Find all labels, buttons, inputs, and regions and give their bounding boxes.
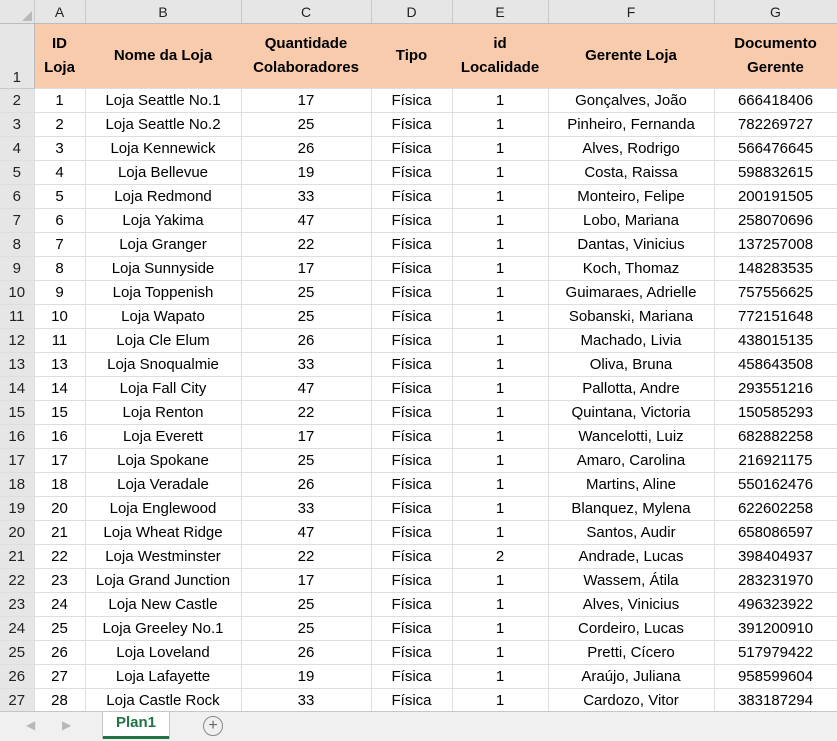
cell-tipo[interactable]: Física bbox=[371, 497, 452, 521]
sheet-tab-plan1[interactable]: Plan1 bbox=[103, 712, 169, 739]
cell-gerente[interactable]: Costa, Raissa bbox=[548, 161, 714, 185]
column-header-c[interactable]: C bbox=[241, 0, 371, 24]
cell-tipo[interactable]: Física bbox=[371, 137, 452, 161]
table-row bbox=[0, 305, 837, 329]
cell-tipo[interactable]: Física bbox=[371, 641, 452, 665]
cell-gerente[interactable]: Pretti, Cícero bbox=[548, 641, 714, 665]
cell-documento[interactable]: 438015135 bbox=[714, 329, 837, 353]
cell-documento[interactable]: 391200910 bbox=[714, 617, 837, 641]
cell-id-localidade[interactable]: 1 bbox=[452, 377, 548, 401]
table-row bbox=[0, 353, 837, 377]
header-line: Tipo bbox=[395, 47, 428, 64]
header-line: Quantidade bbox=[264, 35, 348, 52]
cell-id-loja[interactable]: 13 bbox=[34, 353, 85, 377]
cell-tipo[interactable]: Física bbox=[371, 257, 452, 281]
header-cell-id-loja[interactable] bbox=[34, 24, 85, 89]
cell-nome-loja[interactable]: Loja Sunnyside bbox=[85, 257, 241, 281]
row-number[interactable]: 18 bbox=[0, 473, 34, 497]
row-number[interactable]: 7 bbox=[0, 209, 34, 233]
cell-gerente[interactable]: Martins, Aline bbox=[548, 473, 714, 497]
header-line: ID bbox=[52, 35, 67, 52]
header-line: Gerente Loja bbox=[585, 47, 677, 64]
column-header-e[interactable]: E bbox=[452, 0, 548, 24]
cell-quantidade[interactable]: 19 bbox=[241, 665, 371, 689]
cell-tipo[interactable]: Física bbox=[371, 665, 452, 689]
cell-nome-loja[interactable]: Loja Granger bbox=[85, 233, 241, 257]
select-all-corner[interactable] bbox=[0, 0, 34, 24]
cell-tipo[interactable]: Física bbox=[371, 377, 452, 401]
cell-gerente[interactable]: Guimaraes, Adrielle bbox=[548, 281, 714, 305]
cell-nome-loja[interactable]: Loja Bellevue bbox=[85, 161, 241, 185]
add-sheet-icon[interactable]: + bbox=[203, 716, 223, 736]
table-row bbox=[0, 281, 837, 305]
cell-id-localidade[interactable]: 1 bbox=[452, 113, 548, 137]
cell-tipo[interactable]: Física bbox=[371, 185, 452, 209]
next-sheet-icon[interactable]: ▶ bbox=[62, 718, 72, 732]
cell-tipo[interactable]: Física bbox=[371, 161, 452, 185]
cell-id-loja[interactable]: 18 bbox=[34, 473, 85, 497]
cell-quantidade[interactable]: 25 bbox=[241, 617, 371, 641]
cell-id-localidade[interactable]: 1 bbox=[452, 425, 548, 449]
cell-tipo[interactable]: Física bbox=[371, 113, 452, 137]
cell-gerente[interactable]: Alves, Rodrigo bbox=[548, 137, 714, 161]
cell-nome-loja[interactable]: Loja New Castle bbox=[85, 593, 241, 617]
cell-nome-loja[interactable]: Loja Seattle No.1 bbox=[85, 89, 241, 113]
column-header-g[interactable]: G bbox=[714, 0, 837, 24]
row-number[interactable]: 19 bbox=[0, 497, 34, 521]
cell-id-loja[interactable]: 15 bbox=[34, 401, 85, 425]
row-number[interactable]: 15 bbox=[0, 401, 34, 425]
cell-quantidade[interactable]: 17 bbox=[241, 89, 371, 113]
cell-id-loja[interactable]: 21 bbox=[34, 521, 85, 545]
cell-gerente[interactable]: Amaro, Carolina bbox=[548, 449, 714, 473]
cell-id-localidade[interactable]: 1 bbox=[452, 449, 548, 473]
cell-documento[interactable]: 398404937 bbox=[714, 545, 837, 569]
column-header-b[interactable]: B bbox=[85, 0, 241, 24]
cell-id-loja[interactable]: 11 bbox=[34, 329, 85, 353]
cell-tipo[interactable]: Física bbox=[371, 89, 452, 113]
cell-gerente[interactable]: Wassem, Átila bbox=[548, 569, 714, 593]
table-row bbox=[0, 185, 837, 209]
cell-documento[interactable]: 283231970 bbox=[714, 569, 837, 593]
cell-gerente[interactable]: Quintana, Victoria bbox=[548, 401, 714, 425]
cell-documento[interactable]: 598832615 bbox=[714, 161, 837, 185]
cell-quantidade[interactable]: 26 bbox=[241, 473, 371, 497]
row-number[interactable]: 13 bbox=[0, 353, 34, 377]
row-number[interactable]: 2 bbox=[0, 89, 34, 113]
cell-documento[interactable]: 137257008 bbox=[714, 233, 837, 257]
cell-tipo[interactable]: Física bbox=[371, 401, 452, 425]
table-row bbox=[0, 521, 837, 545]
cell-tipo[interactable]: Física bbox=[371, 281, 452, 305]
cell-gerente[interactable]: Cardozo, Vitor bbox=[548, 689, 714, 712]
column-header-row bbox=[0, 0, 837, 24]
cell-id-loja[interactable]: 17 bbox=[34, 449, 85, 473]
cell-id-loja[interactable]: 5 bbox=[34, 185, 85, 209]
cell-documento[interactable]: 658086597 bbox=[714, 521, 837, 545]
table-row bbox=[0, 377, 837, 401]
row-number[interactable]: 26 bbox=[0, 665, 34, 689]
cell-nome-loja[interactable]: Loja Seattle No.2 bbox=[85, 113, 241, 137]
cell-id-localidade[interactable]: 1 bbox=[452, 185, 548, 209]
cell-id-loja[interactable]: 1 bbox=[34, 89, 85, 113]
cell-id-localidade[interactable]: 1 bbox=[452, 329, 548, 353]
cell-documento[interactable]: 150585293 bbox=[714, 401, 837, 425]
cell-quantidade[interactable]: 47 bbox=[241, 209, 371, 233]
prev-sheet-icon[interactable]: ◀ bbox=[26, 718, 36, 732]
cell-quantidade[interactable]: 25 bbox=[241, 305, 371, 329]
cell-id-loja[interactable]: 8 bbox=[34, 257, 85, 281]
cell-gerente[interactable]: Koch, Thomaz bbox=[548, 257, 714, 281]
cell-gerente[interactable]: Cordeiro, Lucas bbox=[548, 617, 714, 641]
cell-nome-loja[interactable]: Loja Greeley No.1 bbox=[85, 617, 241, 641]
cell-nome-loja[interactable]: Loja Loveland bbox=[85, 641, 241, 665]
cell-quantidade[interactable]: 33 bbox=[241, 353, 371, 377]
cell-nome-loja[interactable]: Loja Everett bbox=[85, 425, 241, 449]
cell-documento[interactable]: 258070696 bbox=[714, 209, 837, 233]
row-number[interactable]: 20 bbox=[0, 521, 34, 545]
table-header-row bbox=[0, 24, 837, 89]
cell-nome-loja[interactable]: Loja Englewood bbox=[85, 497, 241, 521]
cell-documento[interactable]: 200191505 bbox=[714, 185, 837, 209]
row-number[interactable]: 8 bbox=[0, 233, 34, 257]
row-number[interactable]: 25 bbox=[0, 641, 34, 665]
cell-id-loja[interactable]: 27 bbox=[34, 665, 85, 689]
cell-quantidade[interactable]: 26 bbox=[241, 137, 371, 161]
cell-documento[interactable]: 383187294 bbox=[714, 689, 837, 712]
row-number[interactable]: 11 bbox=[0, 305, 34, 329]
cell-documento[interactable]: 496323922 bbox=[714, 593, 837, 617]
cell-id-localidade[interactable]: 1 bbox=[452, 569, 548, 593]
cell-id-localidade[interactable]: 1 bbox=[452, 617, 548, 641]
cell-nome-loja[interactable]: Loja Spokane bbox=[85, 449, 241, 473]
cell-id-localidade[interactable]: 1 bbox=[452, 473, 548, 497]
cell-gerente[interactable]: Gonçalves, João bbox=[548, 89, 714, 113]
cell-tipo[interactable]: Física bbox=[371, 569, 452, 593]
cell-nome-loja[interactable]: Loja Redmond bbox=[85, 185, 241, 209]
row-number[interactable]: 9 bbox=[0, 257, 34, 281]
cell-id-loja[interactable]: 25 bbox=[34, 617, 85, 641]
cell-documento[interactable]: 757556625 bbox=[714, 281, 837, 305]
cell-nome-loja[interactable]: Loja Wapato bbox=[85, 305, 241, 329]
cell-gerente[interactable]: Oliva, Bruna bbox=[548, 353, 714, 377]
cell-gerente[interactable]: Machado, Livia bbox=[548, 329, 714, 353]
cell-quantidade[interactable]: 25 bbox=[241, 449, 371, 473]
cell-id-loja[interactable]: 9 bbox=[34, 281, 85, 305]
table-row bbox=[0, 137, 837, 161]
cell-documento[interactable]: 682882258 bbox=[714, 425, 837, 449]
cell-id-loja[interactable]: 20 bbox=[34, 497, 85, 521]
cell-quantidade[interactable]: 47 bbox=[241, 521, 371, 545]
cell-quantidade[interactable]: 22 bbox=[241, 545, 371, 569]
cell-quantidade[interactable]: 33 bbox=[241, 689, 371, 712]
cell-nome-loja[interactable]: Loja Fall City bbox=[85, 377, 241, 401]
header-cell-gerente[interactable] bbox=[548, 24, 714, 89]
header-cell-quantidade[interactable] bbox=[241, 24, 371, 89]
cell-gerente[interactable]: Araújo, Juliana bbox=[548, 665, 714, 689]
cell-tipo[interactable]: Física bbox=[371, 473, 452, 497]
row-number[interactable]: 27 bbox=[0, 689, 34, 712]
header-cell-id-localidade[interactable] bbox=[452, 24, 548, 89]
cell-quantidade[interactable]: 17 bbox=[241, 569, 371, 593]
cell-id-loja[interactable]: 26 bbox=[34, 641, 85, 665]
cell-id-loja[interactable]: 23 bbox=[34, 569, 85, 593]
table-row bbox=[0, 689, 837, 712]
header-line: Gerente bbox=[747, 59, 804, 76]
cell-documento[interactable]: 148283535 bbox=[714, 257, 837, 281]
table-row bbox=[0, 113, 837, 137]
cell-gerente[interactable]: Pallotta, Andre bbox=[548, 377, 714, 401]
cell-quantidade[interactable]: 17 bbox=[241, 425, 371, 449]
table-row bbox=[0, 665, 837, 689]
cell-id-localidade[interactable]: 1 bbox=[452, 281, 548, 305]
table-row bbox=[0, 209, 837, 233]
cell-id-localidade[interactable]: 1 bbox=[452, 305, 548, 329]
table-row bbox=[0, 257, 837, 281]
cell-id-localidade[interactable]: 1 bbox=[452, 689, 548, 712]
cell-id-localidade[interactable]: 1 bbox=[452, 233, 548, 257]
cell-quantidade[interactable]: 25 bbox=[241, 593, 371, 617]
header-cell-documento[interactable] bbox=[714, 24, 837, 89]
cell-id-loja[interactable]: 16 bbox=[34, 425, 85, 449]
row-number[interactable]: 3 bbox=[0, 113, 34, 137]
cell-tipo[interactable]: Física bbox=[371, 209, 452, 233]
row-number[interactable]: 24 bbox=[0, 617, 34, 641]
cell-tipo[interactable]: Física bbox=[371, 617, 452, 641]
cell-gerente[interactable]: Santos, Audir bbox=[548, 521, 714, 545]
cell-id-loja[interactable]: 3 bbox=[34, 137, 85, 161]
cell-nome-loja[interactable]: Loja Kennewick bbox=[85, 137, 241, 161]
cell-id-localidade[interactable]: 1 bbox=[452, 89, 548, 113]
header-line: Loja bbox=[44, 59, 75, 76]
table-row bbox=[0, 617, 837, 641]
column-header-d[interactable]: D bbox=[371, 0, 452, 24]
header-line: Nome da Loja bbox=[113, 47, 213, 64]
cell-documento[interactable]: 958599604 bbox=[714, 665, 837, 689]
cell-gerente[interactable]: Alves, Vinicius bbox=[548, 593, 714, 617]
table-row bbox=[0, 233, 837, 257]
cell-id-loja[interactable]: 4 bbox=[34, 161, 85, 185]
column-header-f[interactable]: F bbox=[548, 0, 714, 24]
row-number[interactable]: 23 bbox=[0, 593, 34, 617]
cell-documento[interactable]: 550162476 bbox=[714, 473, 837, 497]
cell-id-localidade[interactable]: 1 bbox=[452, 209, 548, 233]
header-line: Localidade bbox=[460, 59, 540, 76]
table-row bbox=[0, 161, 837, 185]
cell-id-localidade[interactable]: 1 bbox=[452, 593, 548, 617]
cell-quantidade[interactable]: 22 bbox=[241, 401, 371, 425]
cell-gerente[interactable]: Dantas, Vinicius bbox=[548, 233, 714, 257]
cell-documento[interactable]: 216921175 bbox=[714, 449, 837, 473]
cell-nome-loja[interactable]: Loja Wheat Ridge bbox=[85, 521, 241, 545]
header-line: id bbox=[493, 35, 507, 52]
table-row bbox=[0, 449, 837, 473]
cell-nome-loja[interactable]: Loja Renton bbox=[85, 401, 241, 425]
cell-gerente[interactable]: Wancelotti, Luiz bbox=[548, 425, 714, 449]
cell-quantidade[interactable]: 26 bbox=[241, 329, 371, 353]
cell-quantidade[interactable]: 19 bbox=[241, 161, 371, 185]
cell-id-localidade[interactable]: 1 bbox=[452, 353, 548, 377]
cell-tipo[interactable]: Física bbox=[371, 689, 452, 712]
cell-gerente[interactable]: Monteiro, Felipe bbox=[548, 185, 714, 209]
cell-nome-loja[interactable]: Loja Westminster bbox=[85, 545, 241, 569]
cell-gerente[interactable]: Pinheiro, Fernanda bbox=[548, 113, 714, 137]
cell-tipo[interactable]: Física bbox=[371, 305, 452, 329]
cell-id-localidade[interactable]: 1 bbox=[452, 497, 548, 521]
cell-id-loja[interactable]: 24 bbox=[34, 593, 85, 617]
cell-quantidade[interactable]: 47 bbox=[241, 377, 371, 401]
cell-tipo[interactable]: Física bbox=[371, 425, 452, 449]
row-number[interactable]: 12 bbox=[0, 329, 34, 353]
table-row bbox=[0, 401, 837, 425]
row-number[interactable]: 17 bbox=[0, 449, 34, 473]
cell-quantidade[interactable]: 33 bbox=[241, 497, 371, 521]
cell-nome-loja[interactable]: Loja Snoqualmie bbox=[85, 353, 241, 377]
table-row bbox=[0, 425, 837, 449]
cell-documento[interactable]: 458643508 bbox=[714, 353, 837, 377]
table-row bbox=[0, 569, 837, 593]
cell-quantidade[interactable]: 25 bbox=[241, 113, 371, 137]
header-line: Documento bbox=[734, 35, 817, 52]
table-row bbox=[0, 89, 837, 113]
cell-tipo[interactable]: Física bbox=[371, 593, 452, 617]
cell-id-localidade[interactable]: 2 bbox=[452, 545, 548, 569]
cell-documento[interactable]: 622602258 bbox=[714, 497, 837, 521]
cell-id-localidade[interactable]: 1 bbox=[452, 161, 548, 185]
cell-tipo[interactable]: Física bbox=[371, 233, 452, 257]
cell-gerente[interactable]: Sobanski, Mariana bbox=[548, 305, 714, 329]
cell-id-localidade[interactable]: 1 bbox=[452, 257, 548, 281]
cell-id-loja[interactable]: 7 bbox=[34, 233, 85, 257]
cell-documento[interactable]: 517979422 bbox=[714, 641, 837, 665]
cell-gerente[interactable]: Blanquez, Mylena bbox=[548, 497, 714, 521]
cell-gerente[interactable]: Andrade, Lucas bbox=[548, 545, 714, 569]
cell-documento[interactable]: 772151648 bbox=[714, 305, 837, 329]
header-line: Colaboradores bbox=[253, 59, 359, 76]
cell-documento[interactable]: 566476645 bbox=[714, 137, 837, 161]
cell-quantidade[interactable]: 26 bbox=[241, 641, 371, 665]
cell-tipo[interactable]: Física bbox=[371, 449, 452, 473]
cell-id-localidade[interactable]: 1 bbox=[452, 137, 548, 161]
column-header-a[interactable]: A bbox=[34, 0, 85, 24]
cell-nome-loja[interactable]: Loja Cle Elum bbox=[85, 329, 241, 353]
cell-nome-loja[interactable]: Loja Toppenish bbox=[85, 281, 241, 305]
cell-documento[interactable]: 293551216 bbox=[714, 377, 837, 401]
row-number[interactable]: 10 bbox=[0, 281, 34, 305]
cell-tipo[interactable]: Física bbox=[371, 353, 452, 377]
header-cell-tipo[interactable] bbox=[371, 24, 452, 89]
cell-id-loja[interactable]: 22 bbox=[34, 545, 85, 569]
row-number[interactable]: 16 bbox=[0, 425, 34, 449]
cell-tipo[interactable]: Física bbox=[371, 329, 452, 353]
cell-id-loja[interactable]: 14 bbox=[34, 377, 85, 401]
cell-id-localidade[interactable]: 1 bbox=[452, 521, 548, 545]
cell-nome-loja[interactable]: Loja Grand Junction bbox=[85, 569, 241, 593]
table-row bbox=[0, 329, 837, 353]
row-number[interactable]: 1 bbox=[0, 24, 34, 89]
cell-tipo[interactable]: Física bbox=[371, 521, 452, 545]
row-number[interactable]: 22 bbox=[0, 569, 34, 593]
cell-id-localidade[interactable]: 1 bbox=[452, 641, 548, 665]
cell-id-localidade[interactable]: 1 bbox=[452, 665, 548, 689]
table-row bbox=[0, 497, 837, 521]
cell-id-loja[interactable]: 6 bbox=[34, 209, 85, 233]
row-number[interactable]: 6 bbox=[0, 185, 34, 209]
cell-quantidade[interactable]: 22 bbox=[241, 233, 371, 257]
cell-gerente[interactable]: Lobo, Mariana bbox=[548, 209, 714, 233]
header-cell-nome-loja[interactable] bbox=[85, 24, 241, 89]
cell-id-loja[interactable]: 2 bbox=[34, 113, 85, 137]
cell-tipo[interactable]: Física bbox=[371, 545, 452, 569]
table-row bbox=[0, 641, 837, 665]
table-row bbox=[0, 593, 837, 617]
row-number[interactable]: 4 bbox=[0, 137, 34, 161]
cell-nome-loja[interactable]: Loja Lafayette bbox=[85, 665, 241, 689]
row-number[interactable]: 21 bbox=[0, 545, 34, 569]
cell-nome-loja[interactable]: Loja Veradale bbox=[85, 473, 241, 497]
row-number[interactable]: 5 bbox=[0, 161, 34, 185]
cell-id-loja[interactable]: 10 bbox=[34, 305, 85, 329]
cell-nome-loja[interactable]: Loja Yakima bbox=[85, 209, 241, 233]
cell-documento[interactable]: 666418406 bbox=[714, 89, 837, 113]
table-row bbox=[0, 545, 837, 569]
cell-id-localidade[interactable]: 1 bbox=[452, 401, 548, 425]
table-row bbox=[0, 473, 837, 497]
cell-documento[interactable]: 782269727 bbox=[714, 113, 837, 137]
cell-id-loja[interactable]: 28 bbox=[34, 689, 85, 712]
row-number[interactable]: 14 bbox=[0, 377, 34, 401]
sheet-tab-bar bbox=[0, 711, 837, 741]
cell-quantidade[interactable]: 33 bbox=[241, 185, 371, 209]
cell-quantidade[interactable]: 17 bbox=[241, 257, 371, 281]
cell-quantidade[interactable]: 25 bbox=[241, 281, 371, 305]
cell-nome-loja[interactable]: Loja Castle Rock bbox=[85, 689, 241, 712]
